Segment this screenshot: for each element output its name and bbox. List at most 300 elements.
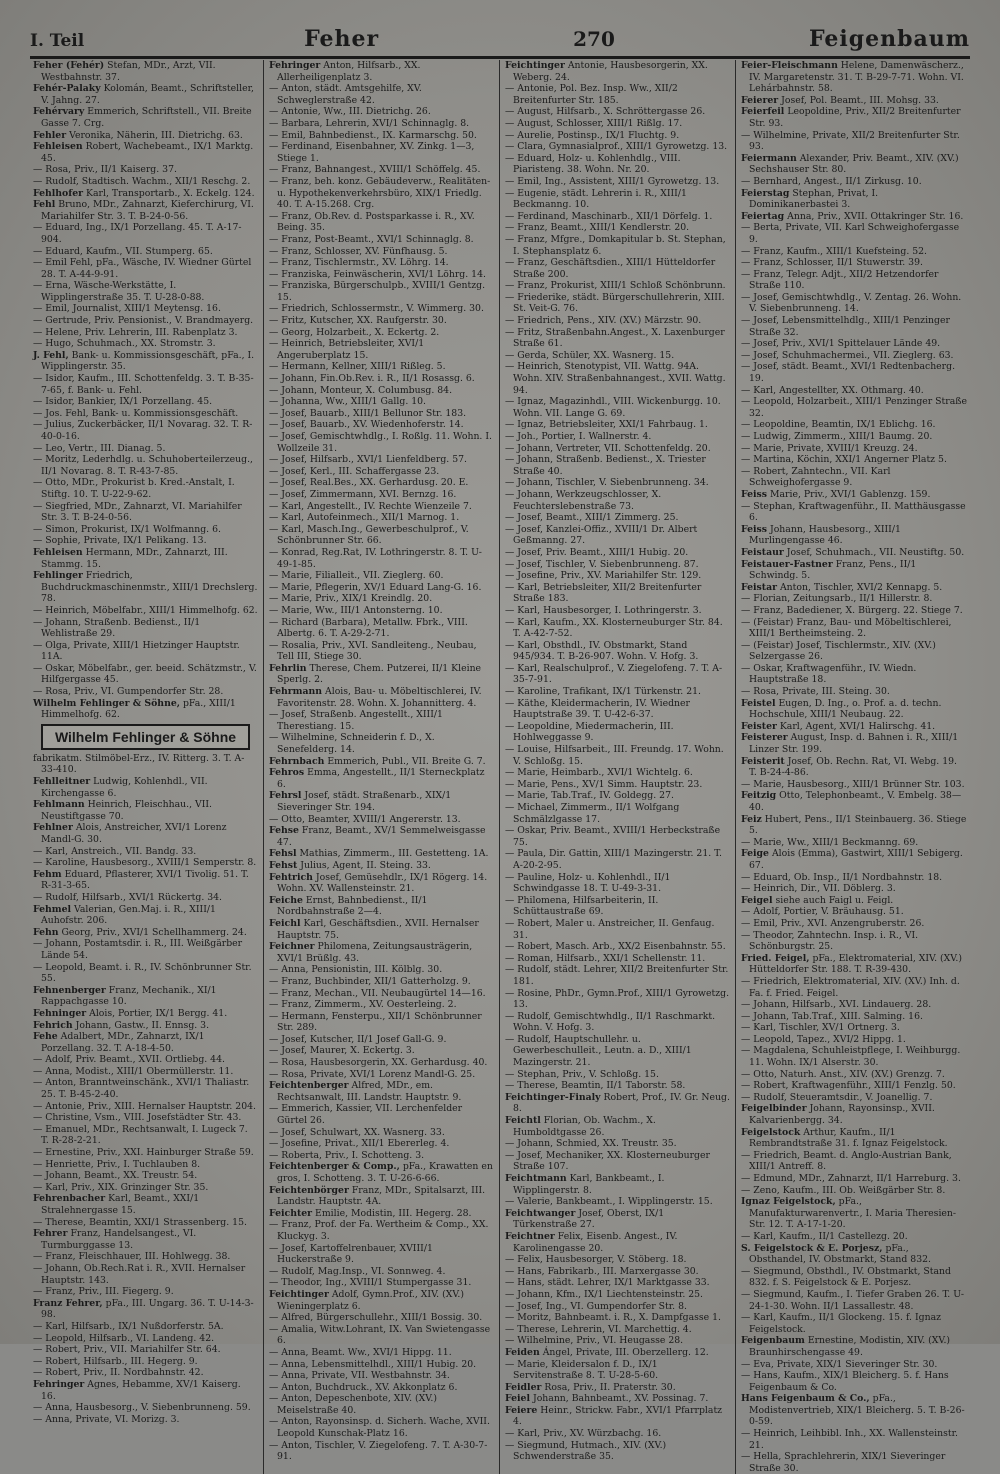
entry-details: — Antonie, Priv., XIII. Hernalser Hauptstr. 204. <box>33 1100 256 1112</box>
entry-details: — Johanna, Ww., XIII/1 Gallg. 10. <box>269 396 427 408</box>
entry-details: — Leopold, Tapez., XVI/2 Hippg. 1. <box>741 1033 906 1045</box>
entry-details: Therese, Chem. Putzerei, II/1 Kleine Sperlg. 2. <box>277 662 482 686</box>
directory-entry <box>33 753 258 776</box>
entry-details: — Eugenie, städt. Lehrerin i. R., XIII/1 Beckmanng. 10. <box>505 187 687 211</box>
directory-entry <box>33 776 258 799</box>
directory-entry <box>33 1367 258 1379</box>
entry-details: — Leo, Vertr., III. Dianag. 5. <box>33 442 166 454</box>
directory-entry <box>269 1289 494 1312</box>
directory-entry <box>33 1159 258 1171</box>
directory-entry <box>33 1321 258 1333</box>
directory-entry <box>741 153 967 176</box>
entry-details: — Franz, beh. konz. Gebäudeverw., Realitäten-u. Hypothekenverkehrsbüro, XIX/1 Friedlg. 40. T. A-15.268. Crg. <box>269 175 491 211</box>
directory-entry <box>505 1324 730 1336</box>
directory-entry <box>741 211 967 223</box>
entry-surname: Franz Fehrer, <box>33 1297 103 1309</box>
entry-details: — Erna, Wäsche-Werkstätte, I. Wipplingerstraße 35. T. U-28-0-88. <box>33 280 205 303</box>
entry-details: Johann, Rayonsinsp., XVII. Kalvarienbergg. 34. <box>749 1103 935 1127</box>
entry-details: — Robert, Hilfsarb., III. Hegerg. 9. <box>33 1355 198 1367</box>
entry-details: Karl, Agent, XVI/1 Halirschg. 41. <box>779 720 936 732</box>
entry-surname: Fehtrich <box>269 871 313 883</box>
directory-entry <box>269 1359 494 1371</box>
directory-entry <box>269 964 494 976</box>
entry-details: — Johann, Tab.Traf., XIII. Salming. 16. <box>741 1010 923 1022</box>
entry-surname: Feierer <box>741 94 779 106</box>
entry-details: — Josef, Bauarb., XIII/1 Bellunor Str. 183. <box>269 407 467 419</box>
directory-entry <box>505 443 730 455</box>
entry-details: — Hans, Kaufm., XIX/1 Bleicherg. 5. f. Hans Feigenbaum & Co. <box>741 1370 949 1393</box>
entry-details: — Valerie, Bankbeamt., I. Wipplingerstr. 15. <box>505 1196 713 1208</box>
directory-entry <box>741 1266 967 1289</box>
directory-entry <box>505 118 730 130</box>
directory-entry <box>505 153 730 176</box>
entry-details: — Marie, Pens., XV/1 Simm. Hauptstr. 23. <box>505 778 703 790</box>
entry-details: — Hermann, Fensterpu., XII/1 Schönbrunner Str. 289. <box>269 1010 482 1034</box>
entry-details: — Leopold, Holzarbeit., XIII/1 Penzinger Straße 32. <box>741 396 967 419</box>
column-1 <box>28 60 264 1474</box>
entry-details: — Marie, Hausbesorg., XIII/1 Brünner Str. 103. <box>741 778 965 790</box>
entry-details: Alois, Portier, IX/1 Bergg. 41. <box>89 1007 228 1019</box>
entry-surname: Feiere <box>505 1404 538 1416</box>
directory-entry <box>33 1147 258 1159</box>
entry-details: — Franz, Kaufm., XIII/1 Kuefsteing. 52. <box>741 245 928 257</box>
entry-details: — Anton, Buchdruck., XV. Akkonplatz 6. <box>269 1381 458 1393</box>
entry-surname: Feichtinger <box>269 1288 329 1300</box>
entry-surname: Feidler <box>505 1381 542 1393</box>
entry-details: — Karl, Obsthdl., IV. Obstmarkt, Stand 945/934. T. B-26-907. Wohn. V. Hofg. 3. <box>505 639 699 663</box>
directory-entry <box>741 547 967 559</box>
directory-entry <box>505 454 730 477</box>
entry-details: — Marie, Pflegerin, XV/1 Eduard Lang-G. 16. <box>269 581 482 593</box>
entry-details: — Wilhelmine, Priv., VI. Heugasse 28. <box>505 1335 684 1347</box>
entry-details: — Franz, Telegr. Adjt., XII/2 Hetzendorfer Straße 110. <box>741 268 939 292</box>
entry-details: Kolomán, Beamt., Schriftsteller, V. Jahng. 27. <box>41 83 254 106</box>
entry-details: Alexander, Priv. Beamt., XIV. (XV.) Sechshauser Str. 80. <box>749 152 959 176</box>
directory-entry <box>33 1008 258 1020</box>
entry-details: Philomena, Zeitungsausträgerin, XVI/1 Brüßlg. 43. <box>277 941 473 964</box>
directory-entry <box>269 988 494 1000</box>
entry-surname: Feichtenberger <box>269 1080 349 1092</box>
directory-entry <box>741 918 967 930</box>
entry-details: — Theodor, Zahntechn. Insp. i. R., VI. Schönburgstr. 25. <box>741 929 919 953</box>
entry-surname: Fehrsl <box>269 790 302 802</box>
directory-entry <box>269 60 494 83</box>
directory-entry <box>505 1440 730 1463</box>
entry-details: — Hans, städt. Lehrer, IX/1 Marktgasse 33. <box>505 1277 710 1289</box>
directory-entry <box>741 188 967 211</box>
entry-details: — Karl, Angestellt., IV. Rechte Wienzeile 7. <box>269 500 472 512</box>
directory-entry <box>505 83 730 106</box>
entry-details: Ernestine, Modistin, XIV. (XV.) Braunhirschengasse 49. <box>749 1335 951 1358</box>
entry-details: — Emmerich, Kassier, VII. Lerchenfelder Gürtel 26. <box>269 1103 463 1127</box>
directory-entry <box>33 904 258 927</box>
page-header <box>30 26 970 59</box>
entry-details: Heinrich, Fleischhau., VII. Neustiftgasse 70. <box>41 799 213 822</box>
entry-details: Hubert, Pens., II/1 Steinbauerg. 36. Stiege 5. <box>749 813 967 837</box>
directory-entry <box>505 941 730 953</box>
directory-entry <box>741 1359 967 1371</box>
directory-entry <box>269 1161 494 1184</box>
entry-details: — Rudolf, Stadtisch. Wachm., XII/1 Reschg. 2. <box>33 175 251 187</box>
entry-details: — Therese, Beamtin, II/1 Taborstr. 58. <box>505 1080 686 1092</box>
directory-entry <box>269 431 494 454</box>
directory-entry <box>33 454 258 477</box>
directory-entry <box>505 825 730 848</box>
entry-details: — Michael, Zimmerm., II/1 Wolfgang Schmälzlgasse 17. <box>505 802 680 825</box>
directory-entry <box>505 1208 730 1231</box>
directory-entry <box>269 303 494 315</box>
entry-details: — Rosalia, Priv., XVI. Sandleiteng., Neubau, Tell III, Stiege 30. <box>269 639 477 663</box>
entry-details: — Josef, Schuhmachermei., VII. Zieglerg. 63. <box>741 349 954 361</box>
entry-details: — Karl, Angestellter, XX. Othmarg. 40. <box>741 384 924 396</box>
directory-entry <box>33 1124 258 1147</box>
directory-entry <box>741 663 967 686</box>
entry-surname: Hans Feigenbaum & Co., <box>741 1393 870 1405</box>
entry-details: Bruno, MDr., Zahnarzt, Kieferchirurg, VI. Mariahilfer Str. 3. T. B-24-0-56. <box>41 199 254 222</box>
entry-details: Anton, Hilfsarb., XX. Allerheiligenplatz 3. <box>277 60 421 83</box>
entry-surname: Fehérvary <box>33 106 85 118</box>
directory-entry <box>269 1416 494 1439</box>
entry-surname: Feichtinger <box>505 60 565 71</box>
directory-entry <box>505 1335 730 1347</box>
directory-entry <box>269 361 494 373</box>
entry-details: Karl, Bankbeamt., I. Wipplingerstr. 8. <box>513 1173 665 1196</box>
entry-details: — Heinrich, Dir., VII. Döblerg. 3. <box>741 883 896 895</box>
directory-entry <box>505 1393 730 1405</box>
entry-details: — Heinrich, Betriebsleiter, XVI/1 Angeruberplatz 15. <box>269 338 425 361</box>
entry-details: Alfred, MDr., em. Rechtsanwalt, III. Landstr. Hauptstr. 9. <box>277 1080 462 1103</box>
entry-surname: Fehlner <box>33 822 73 834</box>
directory-entry <box>33 1170 258 1182</box>
directory-entry <box>269 860 494 872</box>
entry-details: — Karl, Priv., XIX. Grinzinger Str. 35. <box>33 1181 209 1193</box>
entry-details: — Alfred, Bürgerschullehr., XIII/1 Bossig. 30. <box>269 1312 483 1324</box>
directory-entry <box>269 709 494 732</box>
directory-entry <box>33 698 258 721</box>
entry-details: — Josef, Priv., XVI/1 Spittelauer Lände 49. <box>741 338 941 350</box>
entry-details: — Karl, Anstreich., VII. Bandg. 33. <box>33 845 197 857</box>
entry-details: — Ignaz, Magazinhdl., VIII. Wickenburgg. 10. Wohn. VII. Lange G. 69. <box>505 396 721 419</box>
entry-details: — Franziska, Feinwäscherin, XVI/1 Löhrg. 14. <box>269 268 486 280</box>
directory-entry <box>505 1231 730 1254</box>
directory-entry <box>741 292 967 315</box>
entry-details: — Leopold, Beamt. i. R., IV. Schönbrunner Str. 55. <box>33 961 252 985</box>
entry-details: — Emil, Priv., XVI. Anzengruberstr. 26. <box>741 917 925 929</box>
directory-entry <box>741 779 967 791</box>
directory-entry <box>269 419 494 431</box>
directory-entry <box>505 489 730 512</box>
entry-details: — Franz, Ob.Rev. d. Postsparkasse i. R., XV. Being. 35. <box>269 210 475 234</box>
directory-entry <box>269 1069 494 1081</box>
directory-entry <box>741 848 967 871</box>
directory-entry <box>269 872 494 895</box>
entry-details: — Franz, Tischlermstr., XV. Löhrg. 14. <box>269 257 449 269</box>
entry-details: — Stephan, Kraftwagenführ., II. Matthäusgasse 6. <box>741 500 966 524</box>
directory-entry <box>33 962 258 985</box>
guide-word-right: Feigenbaum <box>808 26 970 52</box>
directory-entry <box>269 118 494 130</box>
directory-entry <box>741 315 967 338</box>
directory-entry <box>269 976 494 988</box>
directory-entry <box>269 1103 494 1126</box>
directory-entry <box>33 1193 258 1216</box>
directory-entry <box>741 130 967 153</box>
entry-details: — Heinrich, Leihbibl. Inh., XX. Wallensteinstr. 21. <box>741 1428 958 1451</box>
entry-details: — Karl, Kaufm., II/1 Castellezg. 20. <box>741 1230 908 1242</box>
directory-entry <box>269 211 494 234</box>
entry-details: — Rosine, PhDr., Gymn.Prof., XIII/1 Gyrowetzg. 13. <box>505 987 730 1011</box>
directory-entry <box>269 941 494 964</box>
entry-details: — Karl, Hilfsarb., IX/1 Nußdorferstr. 5A. <box>33 1320 224 1332</box>
directory-entry <box>269 1277 494 1289</box>
directory-entry <box>33 570 258 605</box>
entry-details: — Konrad, Reg.Rat, IV. Lothringerstr. 8. T. U-49-1-85. <box>269 546 482 570</box>
entry-details: — Josef, Tischler, V. Siebenbrunneng. 87. <box>505 558 699 570</box>
entry-surname: Ignaz Feigelstock, <box>741 1196 836 1208</box>
directory-entry <box>269 1080 494 1103</box>
column-3 <box>500 60 736 1474</box>
entry-surname: Feiertag <box>741 210 785 222</box>
directory-entry <box>269 280 494 303</box>
directory-entry <box>269 640 494 663</box>
entry-details: — Rosa, Private, XVI/1 Lorenz Mandl-G. 25. <box>269 1068 476 1080</box>
directory-entry <box>505 895 730 918</box>
entry-details: — Josefine, Privat., XII/1 Ebererleg. 4. <box>269 1138 450 1150</box>
directory-entry <box>505 1254 730 1266</box>
entry-details: Robert, Prof., IV. Gr. Neug. 8. <box>513 1091 730 1115</box>
entry-details: — Marie, Heimbarb., XVI/1 Wichtelg. 6. <box>505 767 693 779</box>
directory-entry <box>505 1312 730 1324</box>
directory-entry <box>505 872 730 895</box>
directory-entry <box>33 60 258 83</box>
directory-entry <box>505 953 730 965</box>
directory-entry <box>505 721 730 744</box>
entry-surname: Fehleisen <box>33 546 83 558</box>
directory-entry <box>269 732 494 755</box>
entry-details: — Franz, Beamt., XIII/1 Kendlerstr. 20. <box>505 222 690 234</box>
directory-entry <box>33 477 258 500</box>
entry-details: siehe auch Faigl u. Feigl. <box>775 894 894 906</box>
directory-entry <box>269 814 494 826</box>
entry-surname: Feiche <box>269 894 303 906</box>
directory-entry <box>505 1115 730 1138</box>
entry-details: — Hella, Sprachlehrerin, XIX/1 Sieveringer Straße 30. <box>741 1451 946 1474</box>
directory-entry <box>741 732 967 755</box>
directory-entry <box>741 419 967 431</box>
entry-details: — Fritz, Straßenbahn.Angest., X. Laxenburger Straße 61. <box>505 326 725 350</box>
directory-entry <box>505 605 730 617</box>
directory-entry <box>505 582 730 605</box>
directory-entry <box>741 1103 967 1126</box>
entry-details: Rosa, Priv., II. Praterstr. 30. <box>544 1381 676 1393</box>
directory-entry <box>33 1101 258 1113</box>
entry-details: — Josef, Gemischtwhdlg., I. Roßlg. 11. Wohn. I. Wollzeile 31. <box>269 431 492 454</box>
entry-details: — Johann, Vertreter, VII. Schottenfeldg. 20. <box>505 442 711 454</box>
directory-entry <box>505 1011 730 1034</box>
directory-entry <box>741 524 967 547</box>
entry-details: — Zeno, Kaufm., III. Ob. Weißgärber Str. 8. <box>741 1184 946 1196</box>
directory-entry <box>741 1173 967 1185</box>
entry-details: — Otto, MDr., Prokurist b. Kred.-Anstalt, I. Stiftg. 10. T. U-22-9-62. <box>33 477 235 500</box>
entry-details: — Josef, Mechaniker, XX. Klosterneuburger Straße 107. <box>505 1149 710 1173</box>
entry-details: — Martina, Köchin, XXI/1 Angerner Platz 5. <box>741 454 947 466</box>
entry-details: Heinr., Strickw. Fabr., XVI/1 Pfarrplatz 4. <box>513 1404 723 1428</box>
directory-entry <box>33 257 258 280</box>
entry-surname: Feiermann <box>741 152 797 164</box>
entry-surname: Fehsl <box>269 848 297 860</box>
entry-details: Veronika, Näherin, III. Dietrichg. 63. <box>69 129 243 141</box>
entry-details: — Rudolf, Hilfsarb., XVI/1 Rückertg. 34. <box>33 891 223 903</box>
directory-entry <box>741 1289 967 1312</box>
directory-entry <box>505 1196 730 1208</box>
directory-entry <box>269 1312 494 1324</box>
entry-details: Felix, Eisenb. Angest., IV. Karolinengasse 20. <box>513 1230 678 1254</box>
directory-entry <box>505 280 730 292</box>
entry-details: Friedrich, Buchdruckmaschinenmstr., XIII/1 Drechslerg. 78. <box>41 570 258 605</box>
directory-entry <box>33 176 258 188</box>
directory-entry <box>269 1370 494 1382</box>
entry-surname: Feier-Fleischmann <box>741 60 838 71</box>
entry-surname: Fehrer <box>33 1228 68 1240</box>
directory-entry <box>269 373 494 385</box>
directory-entry <box>741 1034 967 1046</box>
directory-entry <box>741 790 967 813</box>
entry-details: Johann, Bahnbeamt., XV. Possinag. 7. <box>532 1393 709 1405</box>
entry-surname: Fehninger <box>33 1007 87 1019</box>
entry-surname: Feistel <box>741 697 776 709</box>
entry-details: — Gerda, Schüler, XX. Wasnerg. 15. <box>505 349 675 361</box>
directory-entry <box>269 825 494 848</box>
entry-details: — Emanuel, MDr., Rechtsanwalt, I. Lugeck 7. T. R-28-2-21. <box>33 1123 248 1147</box>
directory-entry <box>33 1020 258 1032</box>
directory-entry <box>505 234 730 257</box>
directory-entry <box>269 1266 494 1278</box>
entry-details: pFa., XIII/1 Himmelhofg. 62. <box>41 697 236 721</box>
directory-entry <box>741 338 967 350</box>
entry-details: — Johann, Monteur, X. Columbusg. 84. <box>269 384 453 396</box>
directory-entry <box>33 1286 258 1298</box>
directory-entry <box>269 106 494 118</box>
entry-details: — Sophie, Private, IX/1 Pelikang. 13. <box>33 535 207 547</box>
entry-surname: Feichtenbörger <box>269 1184 349 1196</box>
entry-details: — Anton, Depeschenbote, XIV. (XV.) Meiselstraße 40. <box>269 1393 437 1416</box>
entry-details: — Karl, Kaufm., XX. Klosterneuburger Str. 84. T. A-42-7-52. <box>505 616 723 640</box>
entry-details: — Karl, Hausbesorger, I. Lothringerstr. 3. <box>505 604 702 616</box>
directory-entry <box>269 164 494 176</box>
entry-details: — Hugo, Schuhmach., XX. Stromstr. 3. <box>33 338 216 350</box>
entry-details: Josef, Pol. Beamt., III. Mohsg. 33. <box>781 94 939 106</box>
entry-details: Josef, Ob. Rechn. Rat, VI. Webg. 19. T. B-24-4-86. <box>749 755 957 779</box>
directory-entry <box>33 396 258 408</box>
directory-entry <box>741 1080 967 1092</box>
entry-details: — Josef, Straßenb. Angestellt., XIII/1 Therestiang. 15. <box>269 709 443 732</box>
directory-entry <box>505 396 730 419</box>
directory-entry <box>269 570 494 582</box>
directory-entry <box>505 327 730 350</box>
entry-surname: Feige <box>741 848 769 860</box>
directory-entry <box>33 83 258 106</box>
entry-surname: Fehst <box>269 859 298 871</box>
directory-entry <box>269 489 494 501</box>
entry-surname: S. Feigelstock & E. Porjesz, <box>741 1242 883 1254</box>
entry-details: — Johann, Beamt., XX. Treustr. 54. <box>33 1170 198 1182</box>
directory-entry <box>33 1379 258 1402</box>
entry-details: — Karl, Realschulprof., V. Ziegelofeng. 7. T. A-35-7-91. <box>505 662 723 686</box>
entry-surname: Fehér-Palaky <box>33 83 101 95</box>
directory-entry <box>33 640 258 663</box>
entry-details: Julius, Agent, II. Steing. 33. <box>300 859 431 871</box>
entry-surname: Fehleisen <box>33 141 83 153</box>
entry-details: — Eduard, Kaufm., VII. Stumperg. 65. <box>33 245 213 257</box>
entry-details: — Johann, Hilfsarb., XVI. Lindauerg. 28. <box>741 999 932 1011</box>
entry-surname: Fehrnbach <box>269 755 325 767</box>
entry-surname: Feichtmann <box>505 1173 567 1184</box>
directory-entry <box>33 869 258 892</box>
directory-entry <box>33 106 258 129</box>
entry-details: Josef, städt. Straßenarb., XIX/1 Sieveringer Str. 194. <box>277 790 452 813</box>
entry-details: — Hans, Fabrikarb., III. Marxergasse 30. <box>505 1265 699 1277</box>
entry-details: — Karl, Betriebsleiter, XII/2 Breitenfurter Straße 183. <box>505 581 702 605</box>
entry-details: — Helene, Priv. Lehrerin, III. Rabenplatz 3. <box>33 326 238 338</box>
directory-entry <box>33 350 258 373</box>
directory-entry <box>505 570 730 582</box>
directory-entry <box>269 1208 494 1220</box>
entry-details: pFa., Obsthandel, IV. Obstmarkt, Stand 832. <box>749 1242 932 1266</box>
directory-entry <box>741 269 967 292</box>
directory-entry <box>269 315 494 327</box>
entry-details: — Bernhard, Angest., II/1 Zirkusg. 10. <box>741 175 922 187</box>
entry-details: — Heinrich, Möbelfabr., XIII/1 Himmelhofg. 62. <box>33 604 258 616</box>
directory-entry <box>269 547 494 570</box>
directory-entry <box>33 524 258 536</box>
directory-columns <box>28 60 972 1474</box>
entry-details: Antonie, Hausbesorgerin, XX. Weberg. 24. <box>513 60 708 83</box>
directory-entry <box>741 756 967 779</box>
directory-entry <box>505 918 730 941</box>
entry-details: Alois (Emma), Gastwirt, XIII/1 Sebigerg. 67. <box>749 848 963 871</box>
entry-details: — Isidor, Bankier, IX/1 Porzellang. 45. <box>33 396 213 408</box>
directory-entry <box>269 234 494 246</box>
directory-entry <box>505 1347 730 1359</box>
entry-details: Johann, Hausbesorg., XIII/1 Murlingengasse 46. <box>749 523 901 547</box>
directory-entry <box>505 617 730 640</box>
directory-entry <box>505 1150 730 1173</box>
entry-details: — Oskar, Priv. Beamt., XVIII/1 Herbeckstraße 75. <box>505 825 721 848</box>
entry-details: — Stephan, Priv., V. Schloßg. 15. <box>505 1068 659 1080</box>
directory-entry <box>33 663 258 686</box>
entry-details: Franz, Mechanik., XI/1 Rappachgasse 10. <box>41 984 217 1008</box>
entry-details: Ángel, Private, III. Oberzellerg. 12. <box>542 1346 709 1358</box>
entry-details: — Karoline, Hausbesorg., XVIII/1 Semperstr. 8. <box>33 857 257 869</box>
entry-details: — Josef, Priv. Beamt., XIII/1 Hubig. 20. <box>505 546 689 558</box>
entry-details: Ludwig, Kohlenhdl., VII. Kirchengasse 6. <box>41 776 208 799</box>
entry-details: Alois, Anstreicher, XVI/1 Lorenz Mandl-G. 30. <box>41 822 227 845</box>
directory-entry <box>741 1011 967 1023</box>
entry-details: — Edmund, MDr., Zahnarzt, II/1 Harreburg. 3. <box>741 1173 961 1184</box>
directory-entry <box>33 141 258 164</box>
directory-entry <box>269 1219 494 1242</box>
directory-entry <box>505 698 730 721</box>
directory-entry <box>33 199 258 222</box>
directory-entry <box>741 361 967 384</box>
entry-surname: Fehse <box>269 825 299 837</box>
entry-details: — Friedrich, Beamt. d. Anglo-Austrian Bank, XIII/1 Antreff. 8. <box>741 1149 952 1173</box>
entry-surname: Fehmel <box>33 903 72 915</box>
directory-entry <box>505 1080 730 1092</box>
directory-entry <box>269 1011 494 1034</box>
entry-details: — Philomena, Hilfsarbeiterin, II. Schüttaustraße 69. <box>505 894 659 918</box>
directory-entry <box>741 953 967 976</box>
